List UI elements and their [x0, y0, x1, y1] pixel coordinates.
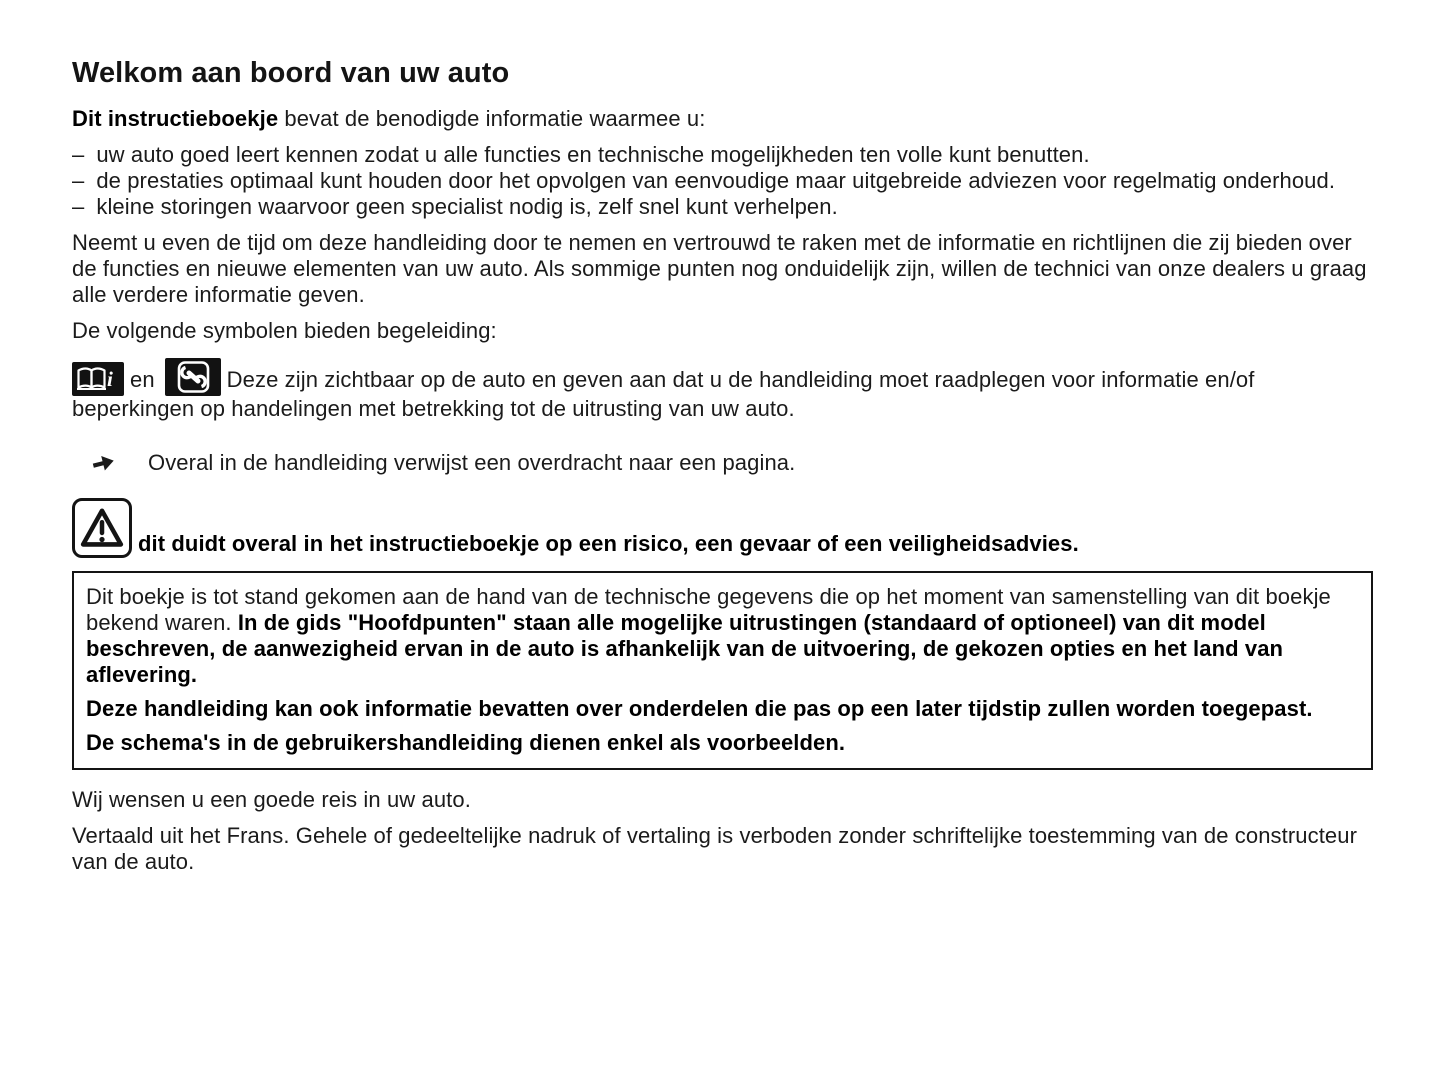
warning-triangle-icon [72, 498, 132, 558]
symbols-text: Deze zijn zichtbaar op de auto en geven aan dat u de handleiding moet raadplegen voor informatie en/of beperkingen op handelingen met betrekking tot de uitrusting van uw auto. [72, 367, 1255, 421]
right-arrow-icon [90, 450, 118, 476]
bullet-item [72, 168, 1373, 194]
bullet-text: kleine storingen waarvoor geen specialist nodig is, zelf snel kunt verhelpen. [96, 194, 838, 219]
notice-p1-bold: In de gids "Hoofdpunten" staan alle mogelijke uitrustingen (standaard of optioneel) van dit model beschreven, de aanwezigheid ervan in de auto is afhankelijk van de uitvoering, de gekozen opties en het land van aflevering. [86, 610, 1284, 687]
warning-text: dit duidt overal in het instructieboekje op een risico, een gevaar of een veiligheidsadvies. [138, 531, 1079, 556]
closing-paragraph: Wij wensen u een goede reis in uw auto. [72, 787, 471, 812]
bullet-item [72, 142, 1373, 168]
notice-paragraph-2 [86, 696, 1357, 722]
notice-box [72, 571, 1373, 770]
bullet-item [72, 194, 1373, 220]
symbols-paragraph [72, 358, 1373, 422]
notice-p1-normal: Dit boekje is tot stand gekomen aan de hand van de technische gegevens die op het moment van samenstelling van dit boekje bekend waren. [86, 584, 1331, 635]
take-time-paragraph: Neemt u even de tijd om deze handleiding door te nemen en vertrouwd te raken met de informatie en richtlijnen die zij bieden over de functies en nieuwe elementen van uw auto. Als sommige punten nog onduidelijk zijn, willen de technici van onze dealers u graag alle verdere informatie geven. [72, 230, 1367, 307]
page-reference-text: Overal in de handleiding verwijst een overdracht naar een pagina. [148, 450, 796, 475]
intro-bold-lead: Dit instructieboekje [72, 106, 279, 131]
legal-paragraph: Vertaald uit het Frans. Gehele of gedeeltelijke nadruk of vertaling is verboden zonder schriftelijke toestemming van de constructeur van de auto. [72, 823, 1358, 874]
notice-p3-bold: De schema's in de gebruikershandleiding dienen enkel als voorbeelden. [86, 730, 846, 755]
bullet-dash: – [72, 194, 85, 219]
intro-paragraph [72, 106, 1373, 132]
symbols-intro-paragraph: De volgende symbolen bieden begeleiding: [72, 318, 497, 343]
manual-welcome-page [72, 0, 1373, 875]
bullet-dash: – [72, 142, 85, 167]
bullet-text: de prestaties optimaal kunt houden door het opvolgen van eenvoudige maar uitgebreide adviezen voor regelmatig onderhoud. [96, 168, 1336, 193]
notice-paragraph-1 [86, 584, 1357, 688]
notice-paragraph-3 [86, 730, 1357, 756]
page-reference-row [72, 450, 1373, 476]
notice-p2-bold: Deze handleiding kan ook informatie bevatten over onderdelen die pas op een later tijdstip zullen worden toegepast. [86, 696, 1313, 721]
symbols-connector: en [130, 367, 155, 392]
intro-rest: bevat de benodigde informatie waarmee u: [278, 106, 706, 131]
bullet-dash: – [72, 168, 85, 193]
warning-row [72, 498, 1373, 558]
open-book-info-icon [72, 362, 124, 396]
wrench-icon [165, 358, 221, 396]
page-title: Welkom aan boord van uw auto [72, 57, 510, 89]
svg-text:i: i [107, 367, 113, 391]
bullet-text: uw auto goed leert kennen zodat u alle functies en technische mogelijkheden ten volle kunt benutten. [96, 142, 1090, 167]
